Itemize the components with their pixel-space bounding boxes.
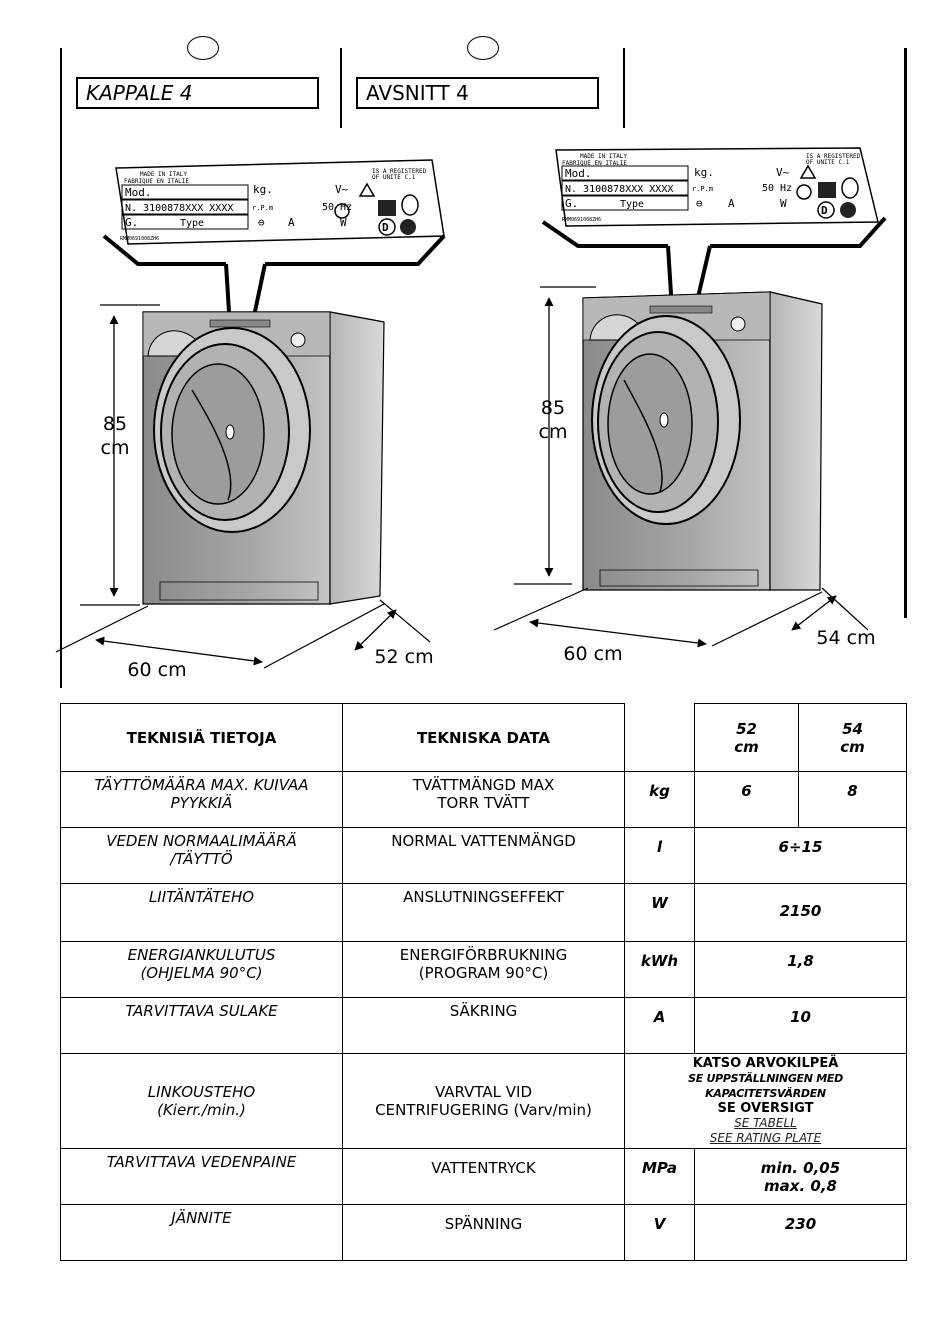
row-fi: LINKOUSTEHO (Kierr./min.) xyxy=(61,1054,343,1149)
height-label-small: 85 cm xyxy=(100,413,130,459)
note-da: SE OVERSIGT xyxy=(717,1101,814,1116)
svg-text:RMM0691008ZH6: RMM0691008ZH6 xyxy=(562,217,602,223)
row-value: 230 xyxy=(695,1205,907,1261)
svg-text:W: W xyxy=(340,216,347,229)
svg-text:r.P.m: r.P.m xyxy=(692,185,714,193)
row-fi: TARVITTAVA SULAKE xyxy=(61,998,343,1054)
svg-text:W: W xyxy=(780,197,787,210)
row-value: min. 0,05 max. 0,8 xyxy=(695,1149,907,1205)
svg-text:D: D xyxy=(382,221,389,234)
washing-machine-small xyxy=(143,312,384,604)
see-rating-plate-note xyxy=(625,1054,907,1149)
machines-illustration xyxy=(0,140,936,700)
svg-text:50 Hz: 50 Hz xyxy=(322,202,353,213)
row-value: 2150 xyxy=(695,884,907,942)
svg-text:IS A REGISTERED: IS A REGISTERED xyxy=(372,168,427,175)
row-fi: TARVITTAVA VEDENPAINE xyxy=(61,1149,343,1205)
svg-text:N. 3100878XXX XXXX: N. 3100878XXX XXXX xyxy=(125,203,234,214)
note-sv: SE UPPSTÄLLNINGEN MED KAPACITETSVÄRDEN xyxy=(688,1072,843,1100)
note-no: SE TABELL xyxy=(734,1116,797,1130)
table-row xyxy=(61,1149,907,1205)
row-sv: ENERGIFÖRBRUKNING (PROGRAM 90°C) xyxy=(343,942,625,998)
svg-text:Type: Type xyxy=(620,199,645,210)
section-title-sv: AVSNITT 4 xyxy=(356,77,599,109)
row-sv: TVÄTTMÄNGD MAX TORR TVÄTT xyxy=(343,772,625,828)
svg-text:Mod.: Mod. xyxy=(125,186,152,199)
svg-text:FABRIQUE EN ITALIE: FABRIQUE EN ITALIE xyxy=(562,160,628,167)
table-row xyxy=(61,942,907,998)
svg-text:V~: V~ xyxy=(776,166,790,179)
table-row xyxy=(61,884,907,942)
svg-text:N. 3100878XXX XXXX: N. 3100878XXX XXXX xyxy=(565,184,674,195)
svg-text:RMM0691008ZH6: RMM0691008ZH6 xyxy=(120,236,160,242)
depth-label-small: 52 cm xyxy=(374,646,434,668)
row-unit: kg xyxy=(625,772,695,828)
technical-data-table xyxy=(60,703,907,1261)
header-54cm: 54 cm xyxy=(799,704,907,772)
row-fi: VEDEN NORMAALIMÄÄRÄ /TÄYTTÖ xyxy=(61,828,343,884)
washing-machine-large xyxy=(583,292,822,590)
language-circle-sv xyxy=(467,36,499,60)
svg-text:V~: V~ xyxy=(335,183,349,196)
svg-text:r.P.m: r.P.m xyxy=(252,204,274,212)
svg-text:Type: Type xyxy=(180,218,205,229)
row-sv: SPÄNNING xyxy=(343,1205,625,1261)
svg-text:OF UNITE C.1: OF UNITE C.1 xyxy=(372,174,416,181)
row-sv: VARVTAL VID CENTRIFUGERING (Varv/min) xyxy=(343,1054,625,1149)
row-unit: A xyxy=(625,998,695,1054)
rating-plate-left xyxy=(116,160,444,244)
svg-text:kg.: kg. xyxy=(253,183,273,196)
svg-text:G.: G. xyxy=(565,197,579,210)
height-label-large: 85 cm xyxy=(538,397,568,443)
row-value: 6÷15 xyxy=(695,828,907,884)
table-row xyxy=(61,1205,907,1261)
row-sv: ANSLUTNINGSEFFEKT xyxy=(343,884,625,942)
section-title-fi: KAPPALE 4 xyxy=(76,77,319,109)
row-sv: SÄKRING xyxy=(343,998,625,1054)
row-fi: ENERGIANKULUTUS (OHJELMA 90°C) xyxy=(61,942,343,998)
svg-text:MADE IN ITALY: MADE IN ITALY xyxy=(580,153,627,160)
row-fi: JÄNNITE xyxy=(61,1205,343,1261)
row-sv: NORMAL VATTENMÄNGD xyxy=(343,828,625,884)
row-value-54: 8 xyxy=(799,772,907,828)
svg-text:OF UNITE C.1: OF UNITE C.1 xyxy=(806,159,850,166)
svg-text:⊖: ⊖ xyxy=(258,216,265,229)
row-unit: MPa xyxy=(625,1149,695,1205)
row-unit: kWh xyxy=(625,942,695,998)
table-row xyxy=(61,772,907,828)
divider-right-short xyxy=(623,48,625,128)
row-value-52: 6 xyxy=(695,772,799,828)
svg-text:⊖: ⊖ xyxy=(696,197,703,210)
table-row xyxy=(61,1054,907,1149)
svg-text:50 Hz: 50 Hz xyxy=(762,183,793,194)
svg-text:A: A xyxy=(288,216,295,229)
width-label-large: 60 cm xyxy=(563,643,623,665)
row-unit: l xyxy=(625,828,695,884)
row-fi: TÄYTTÖMÄÄRA MAX. KUIVAA PYYKKIÄ xyxy=(61,772,343,828)
row-value: 1,8 xyxy=(695,942,907,998)
header-52cm: 52 cm xyxy=(695,704,799,772)
svg-text:D: D xyxy=(821,204,828,217)
svg-text:kg.: kg. xyxy=(694,166,714,179)
row-fi: LIITÄNTÄTEHO xyxy=(61,884,343,942)
rating-plate-right xyxy=(556,148,878,226)
svg-text:IS A REGISTERED: IS A REGISTERED xyxy=(806,153,861,160)
svg-text:G.: G. xyxy=(125,216,139,229)
width-label-small: 60 cm xyxy=(127,659,187,681)
svg-text:FABRIQUE EN ITALIE: FABRIQUE EN ITALIE xyxy=(124,178,190,185)
svg-text:A: A xyxy=(728,197,735,210)
divider-middle xyxy=(340,48,342,128)
row-value: 10 xyxy=(695,998,907,1054)
header-sv: TEKNISKA DATA xyxy=(343,704,625,772)
row-unit: W xyxy=(625,884,695,942)
table-row xyxy=(61,998,907,1054)
plate-header-left: MADE IN ITALY xyxy=(140,171,187,178)
note-en: SEE RATING PLATE xyxy=(709,1131,822,1145)
header-fi: TEKNISIÄ TIETOJA xyxy=(61,704,343,772)
language-circle-fi xyxy=(187,36,219,60)
svg-text:Mod.: Mod. xyxy=(565,167,592,180)
row-sv: VATTENTRYCK xyxy=(343,1149,625,1205)
table-header-row xyxy=(61,704,907,772)
table-row xyxy=(61,828,907,884)
note-fi: KATSO ARVOKILPEÄ xyxy=(692,1056,839,1071)
row-unit: V xyxy=(625,1205,695,1261)
depth-label-large: 54 cm xyxy=(816,627,876,649)
